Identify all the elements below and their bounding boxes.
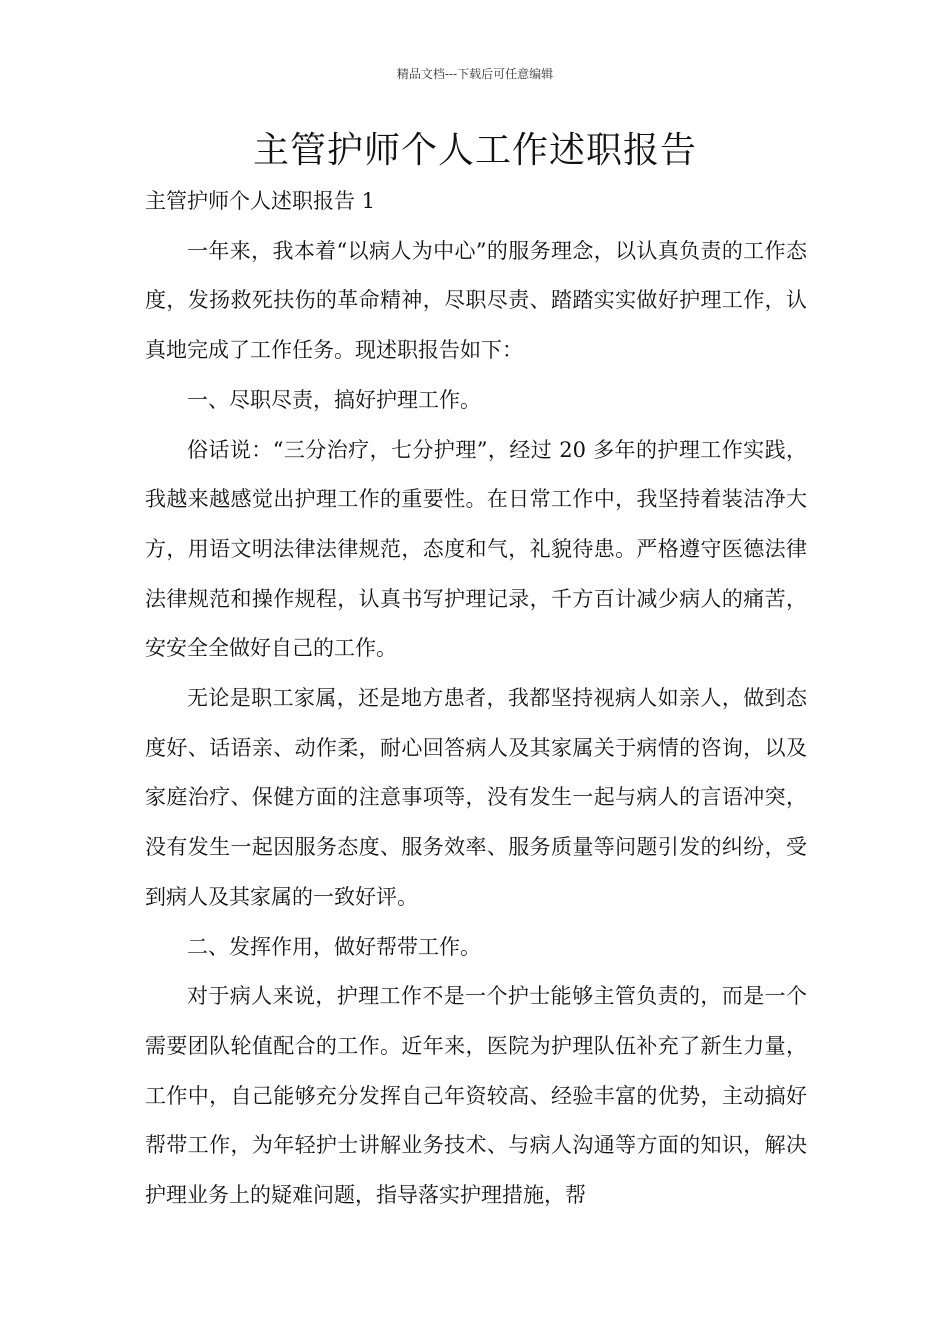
paragraph-nursing-practice: 俗话说：“三分治疗，七分护理”，经过 20 多年的护理工作实践，我越来越感觉出护理工作的重要性。在日常工作中，我坚持着装洁净大方，用语文明法律法律规范，态度和气，礼貌待患。严格遵守医德法律法律规范和操作规程，认真书写护理记录，千方百计减少病人的痛苦，安安全全做好自己的工作。: [145, 437, 807, 661]
section-heading-1: 一、尽职尽责，搞好护理工作。: [187, 387, 481, 412]
document-title: 主管护师个人工作述职报告: [252, 130, 697, 171]
section-subtitle: 主管护师个人述职报告 1: [145, 189, 376, 213]
header-note: 精品文档---下载后可任意编辑: [396, 67, 554, 81]
paragraph-mentoring: 对于病人来说，护理工作不是一个护士能够主管负责的，而是一个需要团队轮值配合的工作。近年来，医院为护理队伍补充了新生力量，工作中，自己能够充分发挥自己年资较高、经验丰富的优势，主动搞好帮带工作，为年轻护士讲解业务技术、与病人沟通等方面的知识，解决护理业务上的疑难问题，指导落实护理措施，帮: [145, 984, 807, 1208]
document-body: [145, 177, 807, 1221]
section-heading-2: 二、发挥作用，做好帮带工作。: [187, 934, 481, 959]
paragraph-patient-care: 无论是职工家属，还是地方患者，我都坚持视病人如亲人，做到态度好、话语亲、动作柔，耐心回答病人及其家属关于病情的咨询，以及家庭治疗、保健方面的注意事项等，没有发生一起与病人的言语冲突，没有发生一起因服务态度、服务效率、服务质量等问题引发的纠纷，受到病人及其家属的一致好评。: [145, 686, 807, 909]
paragraph-intro: 一年来，我本着“以病人为中心”的服务理念，以认真负责的工作态度，发扬救死扶伤的革命精神，尽职尽责、踏踏实实做好护理工作，认真地完成了工作任务。现述职报告如下：: [145, 238, 807, 363]
